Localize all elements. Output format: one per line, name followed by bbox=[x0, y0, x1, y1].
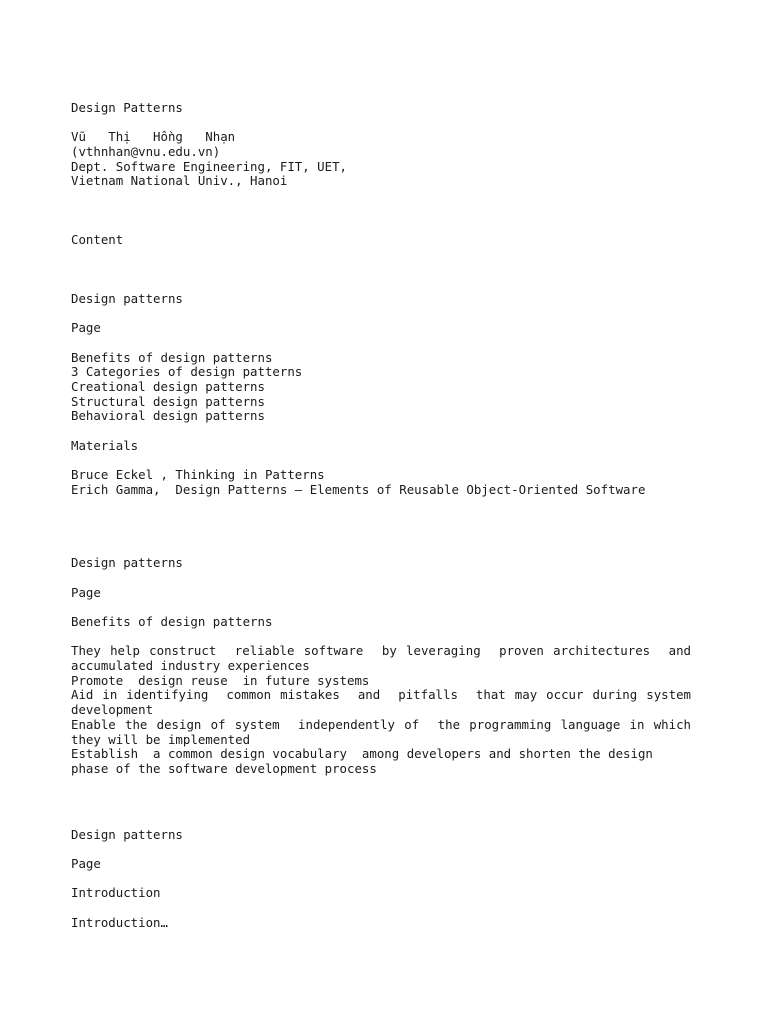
section-header: Design patterns bbox=[71, 290, 183, 306]
list-item: Behavioral design patterns bbox=[71, 408, 265, 424]
page-label: Page bbox=[71, 584, 101, 600]
reference-item: Bruce Eckel , Thinking in Patterns bbox=[71, 467, 325, 483]
author-email: (vthnhan@vnu.edu.vn) bbox=[71, 144, 221, 160]
benefit-paragraph: Aid in identifying common mistakes and pitfalls that may occur during system development bbox=[71, 687, 699, 718]
section-subheading: Introduction bbox=[71, 885, 161, 901]
content-heading: Content bbox=[71, 232, 124, 248]
reference-item: Erich Gamma, Design Patterns – Elements of Reusable Object-Oriented Software bbox=[71, 481, 646, 497]
section-subheading: Benefits of design patterns bbox=[71, 613, 273, 629]
university: Vietnam National Univ., Hanoi bbox=[71, 173, 288, 189]
list-item: Structural design patterns bbox=[71, 393, 265, 409]
author-name: Vũ Thị Hồng Nhạn bbox=[71, 129, 236, 145]
list-item: Benefits of design patterns bbox=[71, 349, 273, 365]
document-page bbox=[71, 100, 699, 931]
page-label: Page bbox=[71, 856, 101, 872]
section-header: Design patterns bbox=[71, 555, 183, 571]
benefit-paragraph: They help construct reliable software by leveraging proven architectures and accumulated industry experiences bbox=[71, 643, 699, 674]
page-label: Page bbox=[71, 320, 101, 336]
section-header: Design patterns bbox=[71, 826, 183, 842]
department: Dept. Software Engineering, FIT, UET, bbox=[71, 158, 348, 174]
document-title: Design Patterns bbox=[71, 100, 183, 115]
list-item: 3 Categories of design patterns bbox=[71, 364, 303, 380]
benefit-paragraph: Establish a common design vocabulary among developers and shorten the design phase of the software development process bbox=[71, 746, 661, 776]
benefit-paragraph: Enable the design of system independently of the programming language in which they will be implemented bbox=[71, 716, 699, 747]
benefit-paragraph: Promote design reuse in future systems bbox=[71, 672, 370, 688]
list-item: Creational design patterns bbox=[71, 378, 265, 394]
section-text: Introduction… bbox=[71, 914, 168, 930]
materials-heading: Materials bbox=[71, 437, 139, 453]
